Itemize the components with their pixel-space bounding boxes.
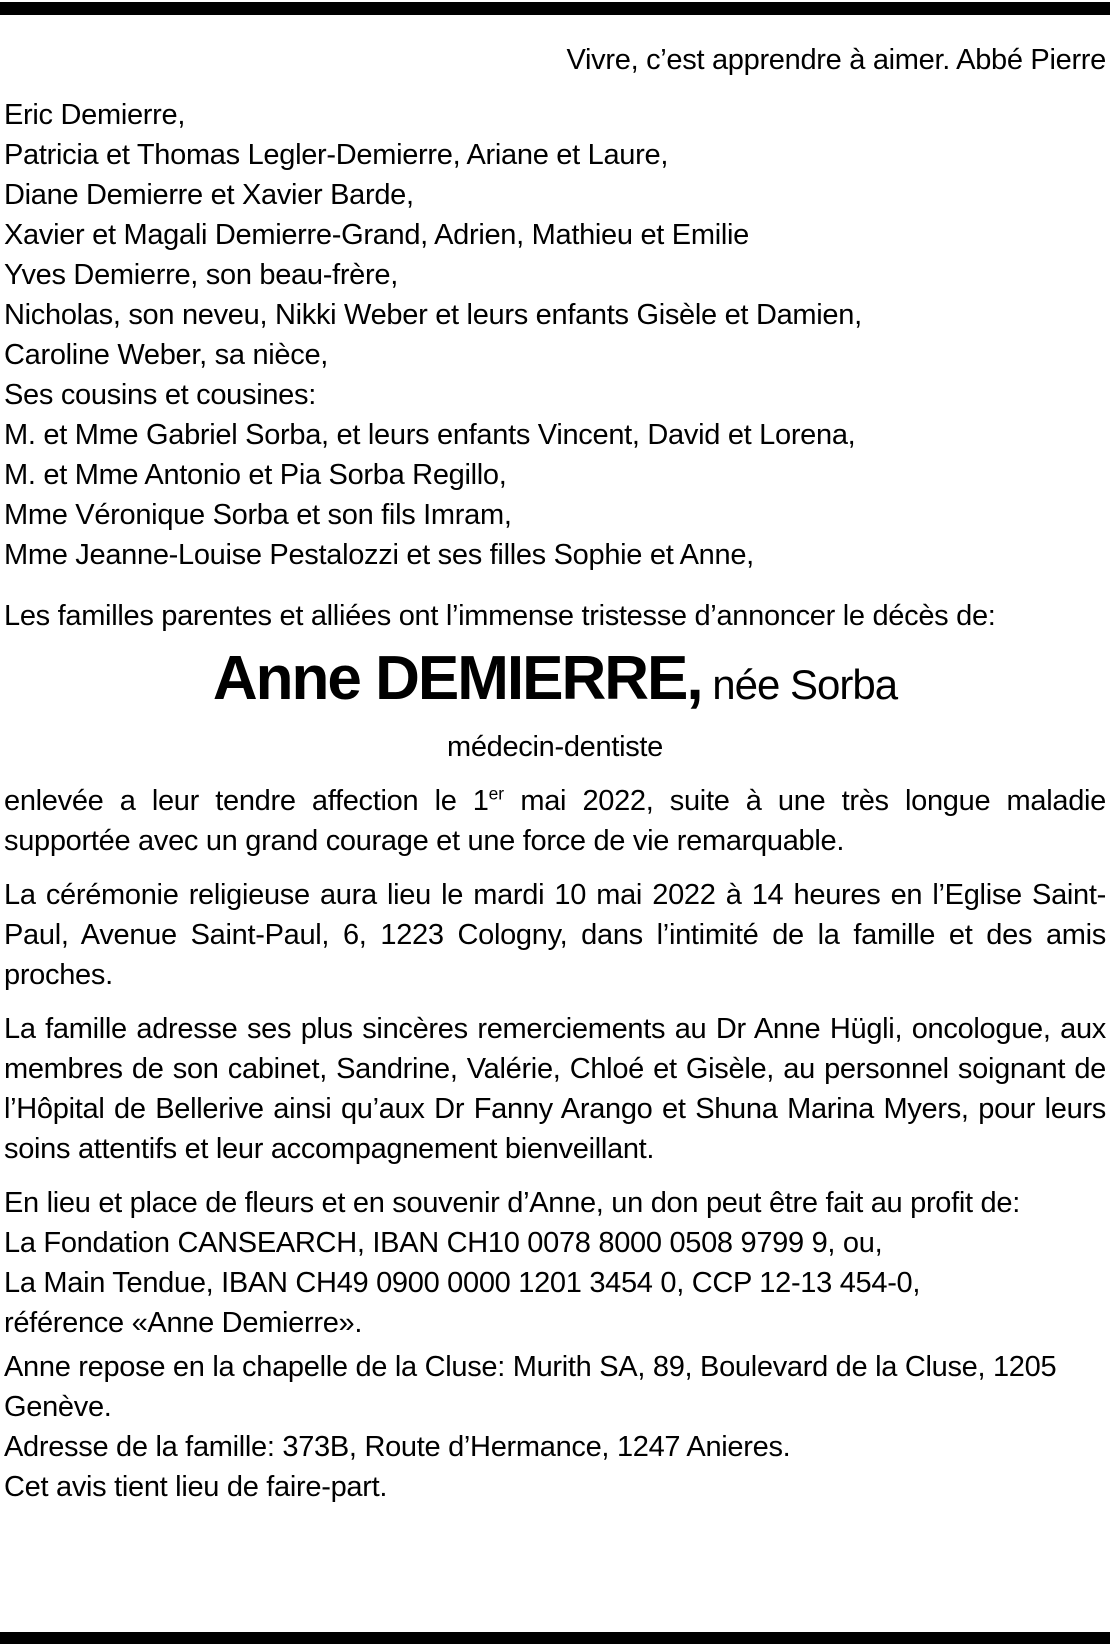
family-line: Yves Demierre, son beau-frère, (4, 259, 398, 291)
family-names-list (4, 95, 1106, 575)
death-text-part2: mai 2022, suite à une très longue maladie supportée avec un grand courage et une force de vie remarquable. (4, 785, 1106, 857)
top-rule (0, 2, 1110, 15)
closing-line: Cet avis tient lieu de faire-part. (4, 1471, 388, 1503)
family-line: Xavier et Magali Demierre-Grand, Adrien, Mathieu et Emilie (4, 219, 749, 251)
paragraph-thanks: La famille adresse ses plus sincères remerciements au Dr Anne Hügli, oncologue, aux membres de son cabinet, Sandrine, Valérie, Chloé et Gisèle, au personnel soignant de l’Hôpital de Bellerive ainsi qu’aux Dr Fanny Arango et Shuna Marina Myers, pour leurs soins attentifs et leur accompagnement bienveillant. (4, 1013, 1106, 1165)
obituary-page (0, 2, 1110, 1507)
family-line: Mme Véronique Sorba et son fils Imram, (4, 499, 512, 531)
paragraph-death (4, 781, 1106, 861)
family-address-line: Adresse de la famille: 373B, Route d’Hermance, 1247 Anieres. (4, 1431, 791, 1463)
family-line: Caroline Weber, sa nièce, (4, 339, 329, 371)
donation-reference: référence «Anne Demierre». (4, 1307, 363, 1339)
quote: Vivre, c’est apprendre à aimer. Abbé Pierre (566, 44, 1106, 76)
family-line: M. et Mme Gabriel Sorba, et leurs enfants Vincent, David et Lorena, (4, 419, 856, 451)
donation-line-cansearch: La Fondation CANSEARCH, IBAN CH10 0078 8000 0508 9799 9, ou, (4, 1227, 883, 1259)
family-line: Nicholas, son neveu, Nikki Weber et leurs enfants Gisèle et Damien, (4, 299, 862, 331)
death-text-part1: enlevée a leur tendre affection le 1 (4, 785, 489, 817)
announcement: Les familles parentes et alliées ont l’immense tristesse d’annoncer le décès de: (4, 600, 996, 632)
family-line: Eric Demierre, (4, 99, 186, 131)
repose-line: Anne repose en la chapelle de la Cluse: Murith SA, 89, Boulevard de la Cluse, 1205 Genève. (4, 1351, 1057, 1423)
profession: médecin-dentiste (446, 731, 664, 763)
family-line: Diane Demierre et Xavier Barde, (4, 179, 414, 211)
family-line: Mme Jeanne-Louise Pestalozzi et ses filles Sophie et Anne, (4, 539, 754, 571)
family-line: Patricia et Thomas Legler-Demierre, Ariane et Laure, (4, 139, 669, 171)
donation-line-maintendue: La Main Tendue, IBAN CH49 0900 0000 1201 3454 0, CCP 12-13 454-0, (4, 1267, 921, 1299)
closing-block (4, 1347, 1106, 1507)
bottom-rule (0, 1632, 1110, 1644)
donation-intro: En lieu et place de fleurs et en souvenir d’Anne, un don peut être fait au profit de: (4, 1187, 1020, 1219)
family-line: M. et Mme Antonio et Pia Sorba Regillo, (4, 459, 507, 491)
family-line: Ses cousins et cousines: (4, 379, 316, 411)
deceased-headline (4, 642, 1106, 727)
obituary-content (0, 40, 1110, 1507)
donation-block (4, 1183, 1106, 1343)
maiden-name: née Sorba (701, 661, 898, 708)
deceased-name: Anne DEMIERRE, (212, 644, 702, 713)
death-superscript: er (488, 783, 505, 804)
paragraph-ceremony: La cérémonie religieuse aura lieu le mardi 10 mai 2022 à 14 heures en l’Eglise Saint-Paul, Avenue Saint-Paul, 6, 1223 Cologny, dans l’intimité de la famille et des amis proches. (4, 879, 1106, 991)
